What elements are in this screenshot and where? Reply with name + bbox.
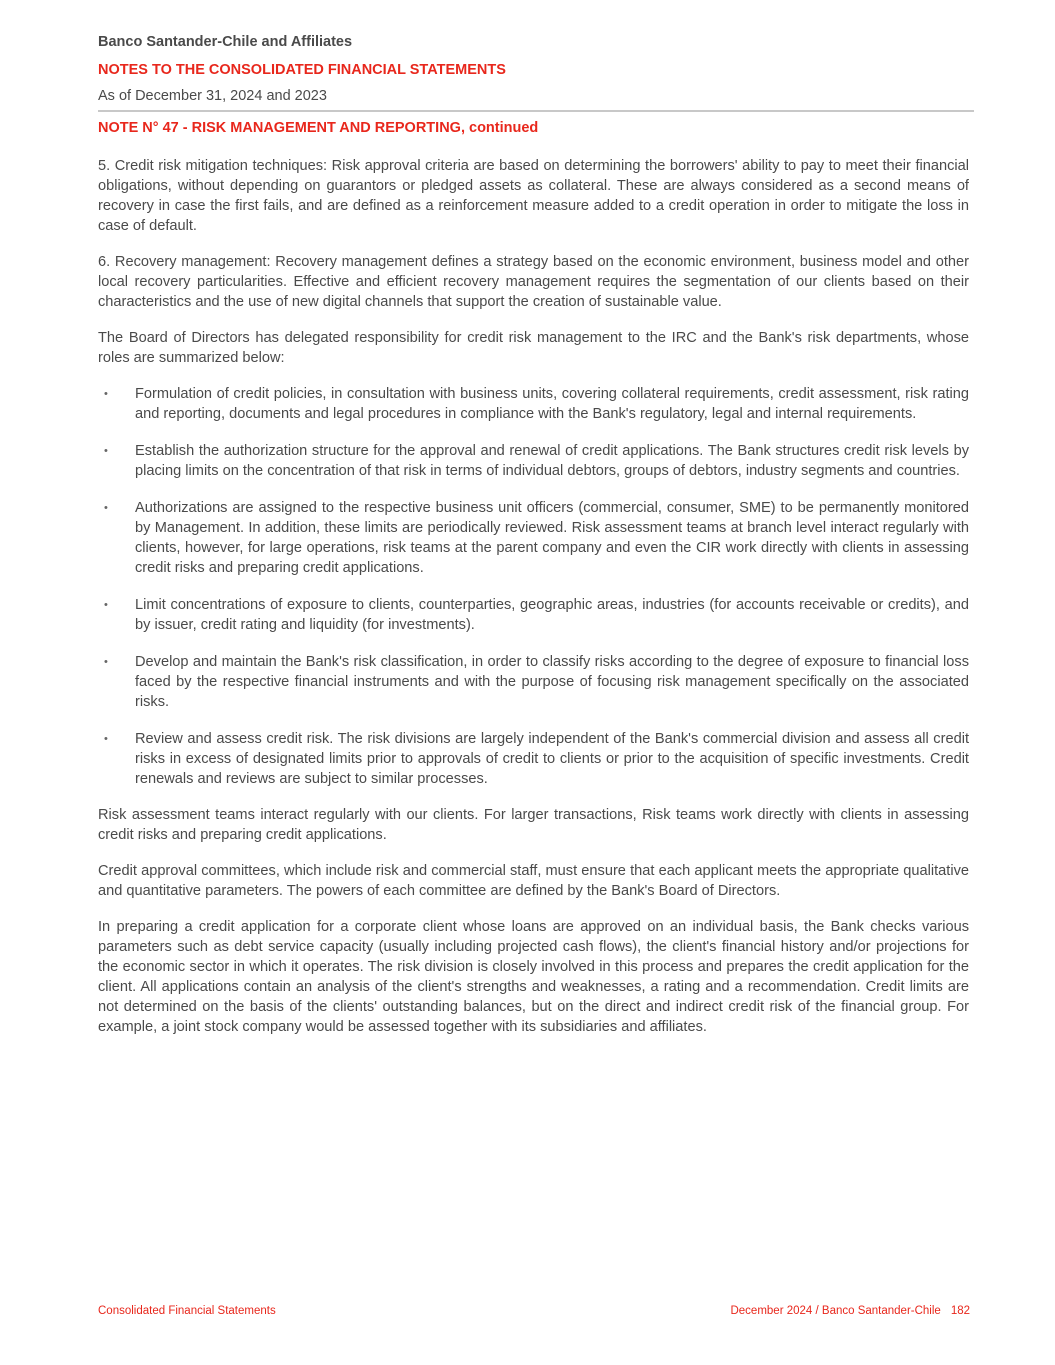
bullet-icon: • [104, 599, 108, 611]
bullet-icon: • [104, 656, 108, 668]
list-item-text: Develop and maintain the Bank's risk classification, in order to classify risks according to the degree of exposure to financial loss faced by the respective financial instruments and with the purpose of focusing risk management specifically on the associated risks. [135, 654, 969, 710]
document-page [98, 0, 970, 1365]
list-item [98, 652, 969, 712]
list-item-text: Establish the authorization structure for the approval and renewal of credit applications. The Bank structures credit risk levels by placing limits on the concentration of that risk in terms of individual debtors, groups of debtors, industry segments and countries. [135, 443, 969, 479]
page-number: 182 [950, 1305, 970, 1317]
bullet-icon: • [104, 502, 108, 514]
paragraph-approval-committees: Credit approval committees, which include risk and commercial staff, must ensure that each applicant meets the appropriate qualitative and quantitative parameters. The powers of each committee are defined by the Bank's Board of Directors. [98, 863, 969, 899]
bullet-icon: • [104, 388, 108, 400]
bullet-icon: • [104, 733, 108, 745]
footer-document-title: Consolidated Financial Statements [98, 1305, 276, 1317]
notes-title: NOTES TO THE CONSOLIDATED FINANCIAL STATEMENTS [98, 62, 506, 78]
footer-period: December 2024 / Banco Santander-Chile [730, 1305, 941, 1317]
risk-roles-list [98, 384, 969, 789]
paragraph-credit-risk-mitigation: 5. Credit risk mitigation techniques: Risk approval criteria are based on determining the borrowers' ability to pay to meet their financial obligations, without depending on guarantors or pledged assets as collateral. These are always considered as a second means of recovery in case the first fails, and are defined as a reinforcement measure added to a credit operation in order to mitigate the loss in case of default. [98, 158, 969, 234]
document-body [98, 156, 969, 1053]
list-item [98, 441, 969, 481]
paragraph-risk-teams: Risk assessment teams interact regularly with our clients. For larger transactions, Risk teams work directly with clients in assessing credit risks and preparing credit applications. [98, 807, 969, 843]
list-item-text: Review and assess credit risk. The risk divisions are largely independent of the Bank's commercial division and assess all credit risks in excess of designated limits prior to approvals of credit to clients or prior to the acquisition of specific investments. Credit renewals and reviews are subject to similar processes. [135, 731, 969, 787]
header-divider [98, 110, 974, 112]
paragraph-board-delegation: The Board of Directors has delegated responsibility for credit risk management to the IRC and the Bank's risk departments, whose roles are summarized below: [98, 330, 969, 366]
bullet-icon: • [104, 445, 108, 457]
as-of-date: As of December 31, 2024 and 2023 [98, 88, 327, 104]
list-item [98, 729, 969, 789]
paragraph-corporate-application: In preparing a credit application for a corporate client whose loans are approved on an individual basis, the Bank checks various parameters such as debt service capacity (usually including projected cash flows), the client's financial history and/or projections for the economic sector in which it operates. The risk division is closely involved in this process and prepares the credit application for the client. All applications contain an analysis of the client's strengths and weaknesses, a rating and a recommendation. Credit limits are not determined on the basis of the clients' outstanding balances, but on the direct and indirect credit risk of the financial group. For example, a joint stock company would be assessed together with its subsidiaries and affiliates. [98, 919, 969, 1035]
list-item [98, 498, 969, 578]
list-item [98, 384, 969, 424]
list-item-text: Limit concentrations of exposure to clients, counterparties, geographic areas, industries (for accounts receivable or credits), and by issuer, credit rating and liquidity (for investments). [135, 597, 969, 633]
note-heading: NOTE N° 47 - RISK MANAGEMENT AND REPORTING, continued [98, 120, 539, 136]
footer-right [730, 1305, 970, 1317]
list-item-text: Formulation of credit policies, in consultation with business units, covering collateral requirements, credit assessment, risk rating and reporting, documents and legal procedures in compliance with the Bank's regulatory, legal and internal requirements. [135, 386, 969, 422]
list-item-text: Authorizations are assigned to the respective business unit officers (commercial, consumer, SME) to be permanently monitored by Management. In addition, these limits are periodically reviewed. Risk assessment teams at branch level interact regularly with clients, however, for large operations, risk teams at the parent company and even the CIR work directly with clients in assessing credit risks and preparing credit applications. [135, 500, 969, 576]
company-name: Banco Santander-Chile and Affiliates [98, 34, 353, 50]
list-item [98, 595, 969, 635]
paragraph-recovery-management: 6. Recovery management: Recovery management defines a strategy based on the economic environment, business model and other local recovery particularities. Effective and efficient recovery management requires the segmentation of our clients based on their characteristics and the use of new digital channels that support the creation of sustainable value. [98, 254, 969, 310]
